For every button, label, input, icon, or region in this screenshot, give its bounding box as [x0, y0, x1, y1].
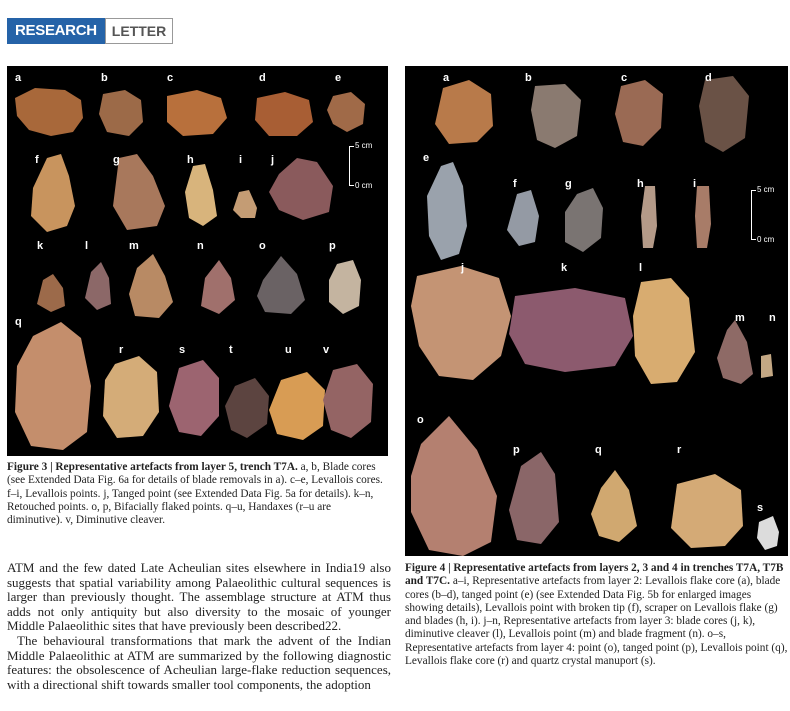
figure3-label-p: p — [329, 240, 336, 252]
figure3-label-k: k — [37, 240, 44, 252]
section-label: RESEARCH — [7, 18, 105, 44]
figure4-label-q: q — [595, 444, 602, 456]
body-text — [7, 561, 391, 711]
artefact-3u — [269, 372, 325, 440]
figure4-label-l: l — [639, 262, 643, 274]
artefact-3s — [169, 360, 219, 436]
figure3-scale-top: 5 cm — [355, 141, 373, 150]
figure3-artefacts — [7, 66, 388, 456]
artefact-4f — [507, 190, 539, 246]
artefact-3t — [225, 378, 269, 438]
figure3-label-e: e — [335, 72, 342, 84]
artefact-3b — [99, 90, 143, 136]
figure4-label-e: e — [423, 152, 430, 164]
artefact-4k — [509, 288, 633, 372]
artefact-4a — [435, 80, 493, 144]
figure3-label-q: q — [15, 316, 22, 328]
artefact-4s — [757, 516, 779, 550]
figure4-artefacts — [405, 66, 788, 556]
body-paragraph-1: ATM and the few dated Late Acheulian sites elsewhere in India19 also suggests that spatial variability among Palaeolithic cultural sequences is larger than previously thought. The assemblage structure at ATM thus adds not only antiquity but also diversity to the mosaic of younger Middle Palaeolithic sites that have previously been described22. — [7, 561, 391, 634]
figure3-label-v: v — [323, 344, 330, 356]
figure4-label-n: n — [769, 312, 776, 324]
figure4-label-r: r — [677, 444, 682, 456]
figure3-label-d: d — [259, 72, 266, 84]
figure4-label-c: c — [621, 72, 628, 84]
figure4-label-s: s — [757, 502, 764, 514]
artefact-3r — [103, 356, 159, 438]
artefact-3l — [85, 262, 111, 310]
artefact-3i — [233, 190, 257, 218]
figure4-label-a: a — [443, 72, 450, 84]
artefact-4m — [717, 320, 753, 384]
artefact-3g — [113, 154, 165, 230]
figure3-label-t: t — [229, 344, 233, 356]
figure3-label-a: a — [15, 72, 22, 84]
figure3-label-i: i — [239, 154, 243, 166]
artefact-4o — [411, 416, 497, 556]
figure3-label-f: f — [35, 154, 39, 166]
figure3-label-r: r — [119, 344, 124, 356]
figure3-label-c: c — [167, 72, 174, 84]
artefact-4p — [509, 452, 559, 544]
figure4-scale-bar — [751, 190, 752, 240]
body-paragraph-2: The behavioural transformations that mark the advent of the Indian Middle Palaeolithic at ATM are summarized by the following diagnostic features: the obsolescence of Acheulian large-flake reduction sequences, with a directional shift towards smaller tool components, the adoption — [7, 632, 391, 692]
artefact-4j — [411, 266, 511, 380]
figure4-label-m: m — [735, 312, 745, 324]
figure4-caption-body: a–i, Representative artefacts from layer 2: Levallois flake core (a), blade cores (b–d), tanged point (e) (see Extended Data Fig. 5b for enlarged images showing details), Levallois point with broken tip (f), scraper on Levallois flake (g) and blades (h, i). j–n, Representative artefacts from layer 3: blade cores (j, k), diminutive cleaver (l), Levallois point (m) and blade fragment (n). o–s, Representative artefacts from layer 4: point (o), tanged point (p), Levallois point (q), Levallois flake core (r) and quartz crystal manuport (s). — [405, 575, 788, 668]
figure3-label-s: s — [179, 344, 186, 356]
artefact-3h — [185, 164, 217, 226]
figure4-label-b: b — [525, 72, 532, 84]
artefact-3a — [15, 88, 83, 136]
artefact-3e — [327, 92, 365, 132]
artefact-3d — [255, 92, 313, 136]
figure3-scale-bottom: 0 cm — [355, 181, 373, 190]
article-type-label: LETTER — [105, 18, 173, 44]
figure4-label-d: d — [705, 72, 712, 84]
figure4-label-j: j — [461, 262, 465, 274]
artefact-4c — [615, 80, 663, 146]
figure4-caption — [405, 562, 788, 668]
figure4-label-i: i — [693, 178, 697, 190]
figure3-label-u: u — [285, 344, 292, 356]
figure4-image — [405, 66, 788, 556]
artefact-4n — [761, 354, 773, 378]
figure4-scale-bottom: 0 cm — [757, 235, 775, 244]
figure3-image — [7, 66, 388, 456]
figure4-scale-top: 5 cm — [757, 185, 775, 194]
figure3-label-l: l — [85, 240, 89, 252]
artefact-3c — [167, 90, 227, 136]
artefact-4g — [565, 188, 603, 252]
artefact-3v — [323, 364, 373, 438]
artefact-3k — [37, 274, 65, 312]
artefact-4e — [427, 162, 467, 260]
artefact-4i — [695, 186, 711, 248]
artefact-4b — [531, 84, 581, 148]
artefact-4d — [699, 76, 749, 152]
artefact-4l — [633, 278, 695, 384]
artefact-3j — [269, 158, 333, 220]
artefact-3n — [201, 260, 235, 314]
figure4-label-f: f — [513, 178, 517, 190]
artefact-4h — [641, 186, 657, 248]
page-header — [7, 18, 173, 44]
artefact-3p — [329, 260, 361, 314]
figure4-label-h: h — [637, 178, 644, 190]
figure4-label-g: g — [565, 178, 572, 190]
artefact-3q — [15, 322, 91, 450]
figure3-label-g: g — [113, 154, 120, 166]
figure3-label-j: j — [271, 154, 275, 166]
artefact-3m — [129, 254, 173, 318]
figure3-label-n: n — [197, 240, 204, 252]
artefact-3o — [257, 256, 305, 314]
artefact-4q — [591, 470, 637, 542]
figure3-scale-bar — [349, 146, 350, 186]
figure4-label-p: p — [513, 444, 520, 456]
figure3-caption — [7, 461, 389, 527]
figure3-label-o: o — [259, 240, 266, 252]
figure3-label-b: b — [101, 72, 108, 84]
artefact-4r — [671, 474, 743, 548]
figure3-caption-title: Figure 3 | Representative artefacts from layer 5, trench T7A. — [7, 461, 298, 473]
figure4-label-o: o — [417, 414, 424, 426]
figure3-caption-body: a, b, Blade cores (see Extended Data Fig. 6a for details of blade removals in a). c–e, Levallois cores. f–i, Levallois points. j, Tanged point (see Extended Data Fig. 5a for details). k–n, Retouched points. o, p, Bifacially flaked points. q–u, Handaxes (r–u are diminutive). v, Diminutive cleaver. — [7, 461, 383, 527]
figure4-caption-title: Figure 4 | Representative artefacts from layers 2, 3 and 4 in trenches T7A, T7B and T7C. — [405, 562, 784, 588]
figure3-label-h: h — [187, 154, 194, 166]
figure4-label-k: k — [561, 262, 568, 274]
figure3-label-m: m — [129, 240, 139, 252]
